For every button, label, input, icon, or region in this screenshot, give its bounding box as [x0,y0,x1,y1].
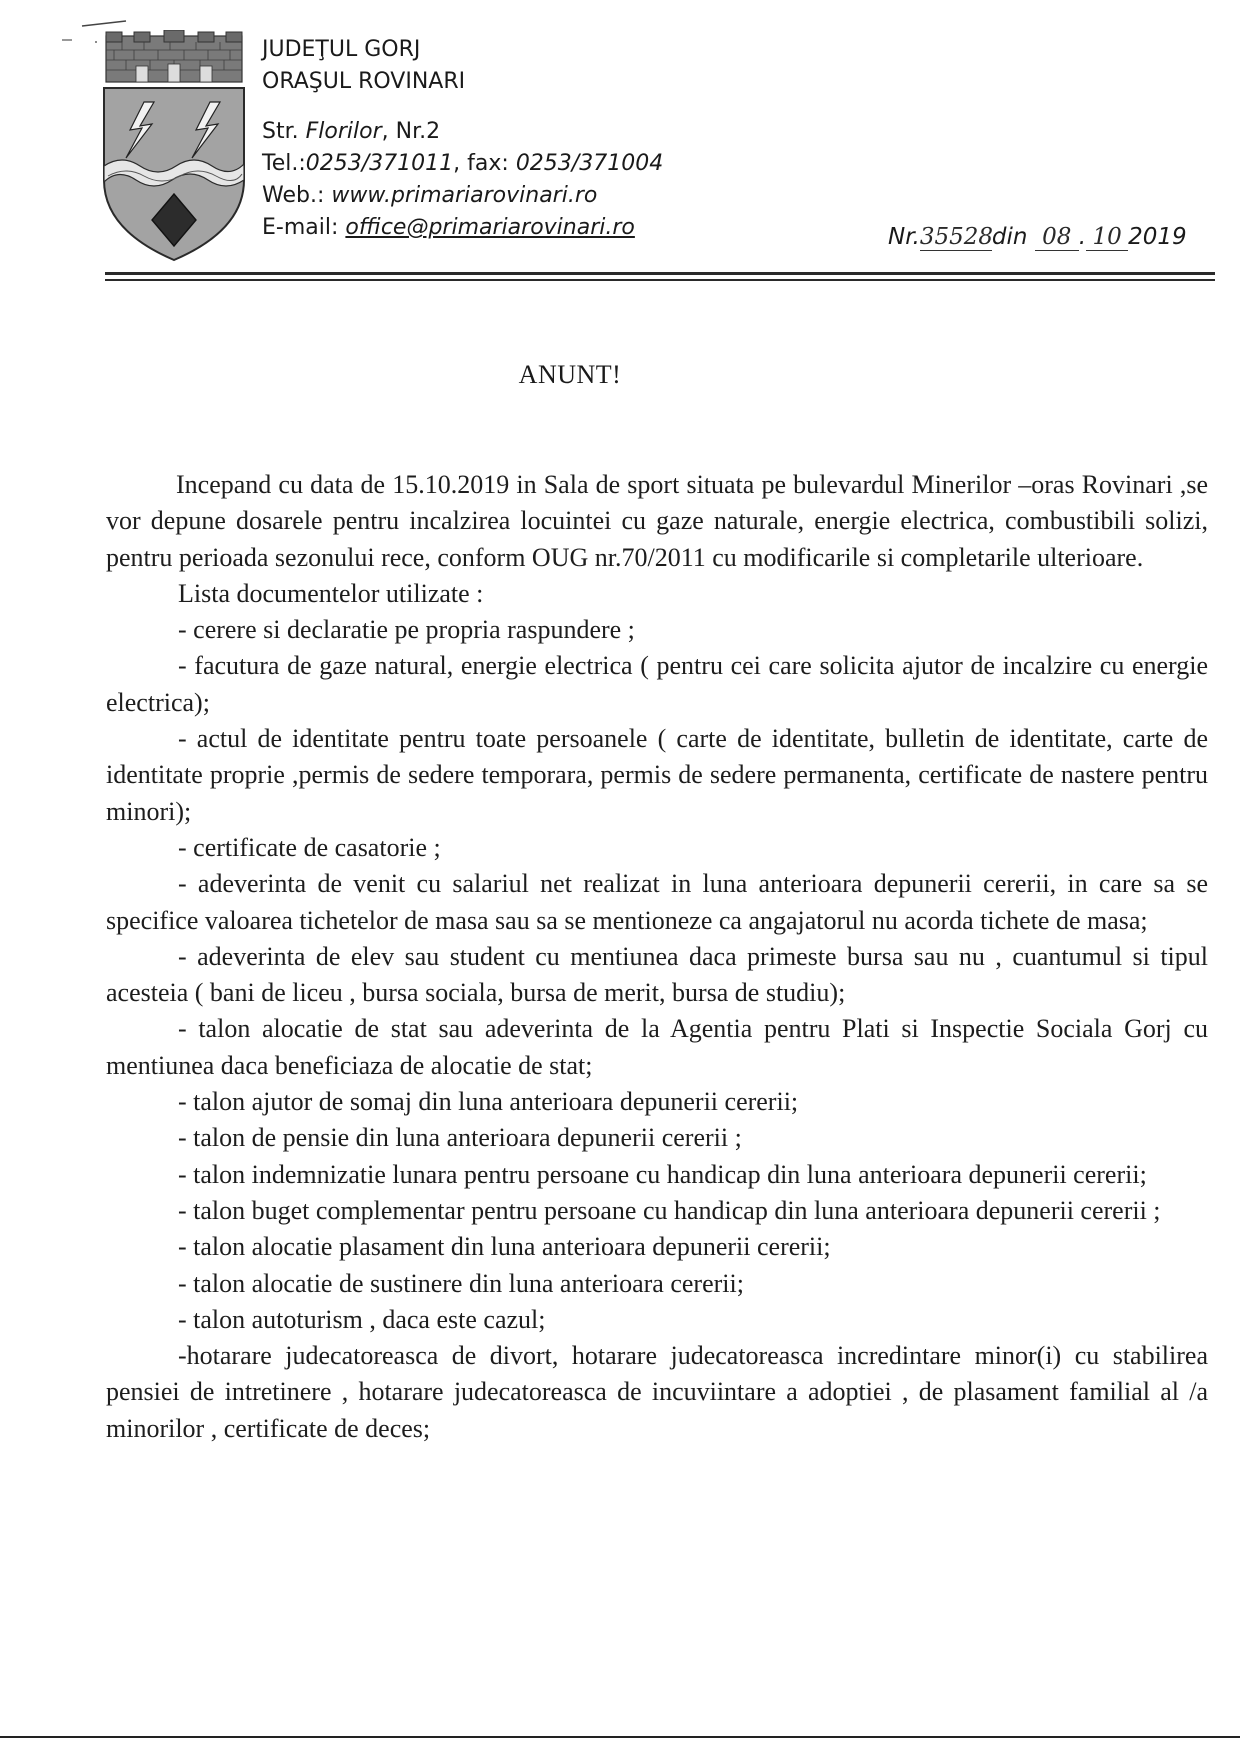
email-link[interactable]: office@primariarovinari.ro [345,215,635,240]
documents-list-heading: Lista documentelor utilizate : [178,578,484,608]
address-line [262,116,663,148]
nr-label: Nr. [888,224,920,250]
list-item: - facutura de gaze natural, energie electrica ( pentru cei care solicita ajutor de incalzire cu energie electrica); [106,651,1208,717]
intro-paragraph: Incepand cu data de 15.10.2019 in Sala de sport situata pe bulevardul Minerilor –oras Rovinari ,se vor depune dosarele pentru incalzirea locuintei cu gaze naturale, energie electrica, combustibili solizi, pentru perioada sezonului rece, conform OUG nr.70/2011 cu modificarile si completarile ulterioare. [106,470,1208,572]
list-item: - talon ajutor de somaj din luna anterioara depunerii cererii; [178,1087,799,1117]
din-label: din [991,224,1028,250]
phone-label: Tel.: [262,151,306,176]
coat-of-arms-logo [100,30,248,262]
phone-value: 0253/371011 [305,151,454,176]
list-item: - adeverinta de venit cu salariul net realizat in luna anterioara depunerii cererii, in care sa se specifice valoarea tichetelor de masa sau sa se mentioneze ca angajatorul nu acorda tichete de masa; [106,869,1208,935]
list-item: - talon alocatie de sustinere din luna anterioara cererii; [178,1268,744,1298]
list-item: - adeverinta de elev sau student cu mentiunea daca primeste bursa sau nu , cuantumul si tipul acesteia ( bani de liceu , bursa sociala, bursa de merit, bursa de studiu); [106,941,1208,1008]
header-double-rule [105,272,1215,286]
list-item: - talon alocatie plasament din luna anterioara depunerii cererii; [178,1232,831,1262]
list-item: - talon buget complementar pentru persoane cu handicap din luna anterioara depunerii cererii ; [178,1195,1161,1225]
announcement-title: ANUNT! [518,360,622,389]
county-name: JUDEŢUL GORJ [262,37,421,62]
list-item: - talon alocatie de stat sau adeverinta de la Agentia pentru Plati si Inspectie Sociala Gorj cu mentiunea daca beneficiaza de alocatie de stat; [106,1014,1208,1080]
list-item: -hotarare judecatoreasca de divort, hotarare judecatoreasca incredintare minor(i) cu stabilirea pensiei de intretinere , hotarare judecatoreasca de incuviintare a adoptiei , de plasament familial al /a minorilor , certificate de deces; [106,1341,1208,1443]
street-label: Str. [262,119,299,144]
email-label: E-mail: [262,215,339,240]
letterhead [262,34,663,244]
phone-fax-line [262,148,663,180]
list-item: - actul de identitate pentru toate persoanele ( carte de identitate, bulletin de identitate, carte de identitate proprie ,permis de sedere temporara, permis de sedere permanenta, certificate de nastere pentru minori); [106,724,1208,826]
registration-number: Nr.35528din 08 . 10 2019 [888,224,1187,250]
town-name: ORAŞUL ROVINARI [262,69,466,94]
year-value: 2019 [1128,224,1187,250]
page-bottom-edge [0,1736,1240,1738]
list-item: - certificate de casatorie ; [178,832,441,862]
list-item: - talon indemnizatie lunara pentru persoane cu handicap din luna anterioara depunerii cererii; [178,1159,1147,1189]
fax-label: , fax: [453,151,509,176]
web-link[interactable]: www.primariarovinari.ro [331,183,598,208]
fax-value: 0253/371004 [515,151,664,176]
web-line [262,180,663,212]
list-item: - talon autoturism , daca este cazul; [178,1304,546,1334]
email-line [262,212,663,244]
list-item: - talon de pensie din luna anterioara depunerii cererii ; [178,1123,742,1153]
street-value: Florilor [305,119,382,144]
announcement-body [106,467,1208,1447]
list-item: - cerere si declaratie pe propria raspundere ; [178,615,635,645]
street-number: , Nr.2 [381,119,441,144]
nr-handwritten: 35528 [919,224,994,250]
day-handwritten: 08 [1035,224,1079,251]
month-handwritten: 10 [1086,224,1128,251]
web-label: Web.: [262,183,325,208]
